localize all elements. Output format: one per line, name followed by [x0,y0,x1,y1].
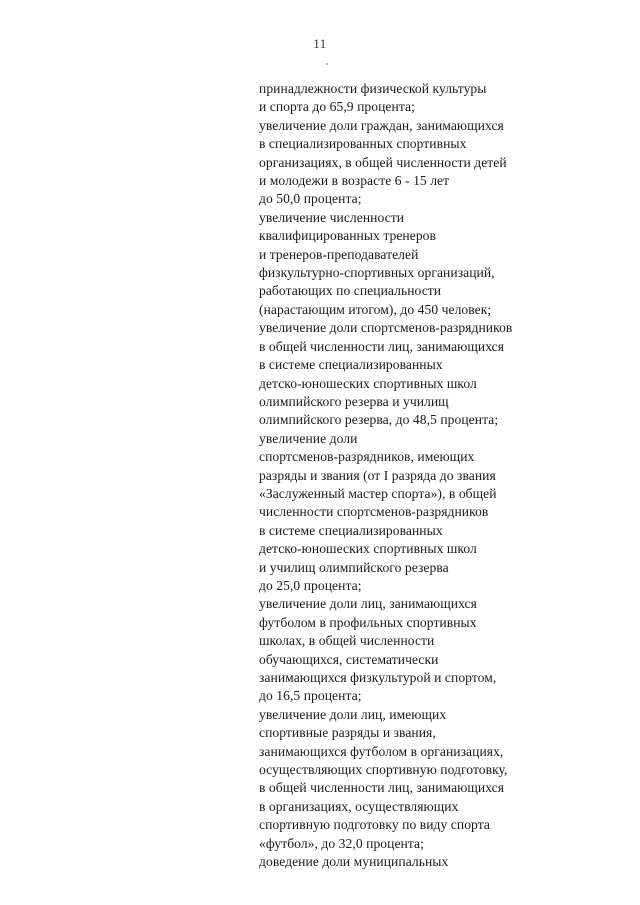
text-line: принадлежности физической культуры [259,81,487,96]
text-line: олимпийского резерва и училищ [259,393,449,409]
text-line: спортсменов-разрядников, имеющих [259,449,475,465]
text-line: разряды и звания (от I разряда до звания [259,467,496,483]
text-line: и молодежи в возрасте 6 - 15 лет [259,173,450,189]
text-line: организациях, в общей численности детей [259,154,507,170]
text-line: в системе специализированных [259,522,443,538]
text-line: увеличение доли лиц, занимающихся [259,596,477,612]
body-text [259,80,589,871]
text-line: увеличение численности [259,209,405,225]
text-line: и спорта до 65,9 процента; [259,99,415,115]
text-line: физкультурно-спортивных организаций, [259,265,495,281]
scan-speck [326,63,328,65]
text-line: в общей численности лиц, занимающихся [259,338,505,354]
text-line: работающих по специальности [259,283,442,299]
text-line: доведение доли муниципальных [259,854,449,870]
text-line: и училищ олимпийского резерва [259,559,449,575]
text-line: до 50,0 процента; [259,191,362,207]
text-line: детско-юношеских спортивных школ [259,375,477,391]
text-line: увеличение доли спортсменов-разрядников [259,320,513,336]
text-line: в специализированных спортивных [259,136,467,152]
text-line: увеличение доли лиц, имеющих [259,706,447,722]
text-line: детско-юношеских спортивных школ [259,541,477,557]
text-line: в общей численности лиц, занимающихся [259,780,505,796]
text-line: (нарастающим итогом), до 450 человек; [259,301,492,317]
text-line: «футбол», до 32,0 процента; [259,835,424,851]
text-line: «Заслуженный мастер спорта»), в общей [259,485,497,501]
text-line: олимпийского резерва, до 48,5 процента; [259,412,499,428]
text-line: футболом в профильных спортивных [259,614,477,630]
text-line: до 16,5 процента; [259,688,362,704]
text-line: увеличение доли [259,430,358,446]
text-line: занимающихся футболом в организациях, [259,743,504,759]
text-line: в организациях, осуществляющих [259,798,459,814]
text-line: занимающихся физкультурой и спортом, [259,670,497,685]
text-line: и тренеров-преподавателей [259,246,419,262]
text-line: численности спортсменов-разрядников [259,504,489,520]
text-line: спортивные разряды и звания, [259,725,436,741]
text-line: квалифицированных тренеров [259,228,436,244]
text-line: обучающихся, систематически [259,651,439,667]
text-line: осуществляющих спортивную подготовку, [259,762,508,778]
text-line: до 25,0 процента; [259,577,362,593]
text-line: в системе специализированных [259,357,443,373]
text-line: школах, в общей численности [259,633,435,649]
page-number: 11 [313,36,327,51]
text-line: увеличение доли граждан, занимающихся [259,117,504,133]
text-line: спортивную подготовку по виду спорта [259,817,490,833]
